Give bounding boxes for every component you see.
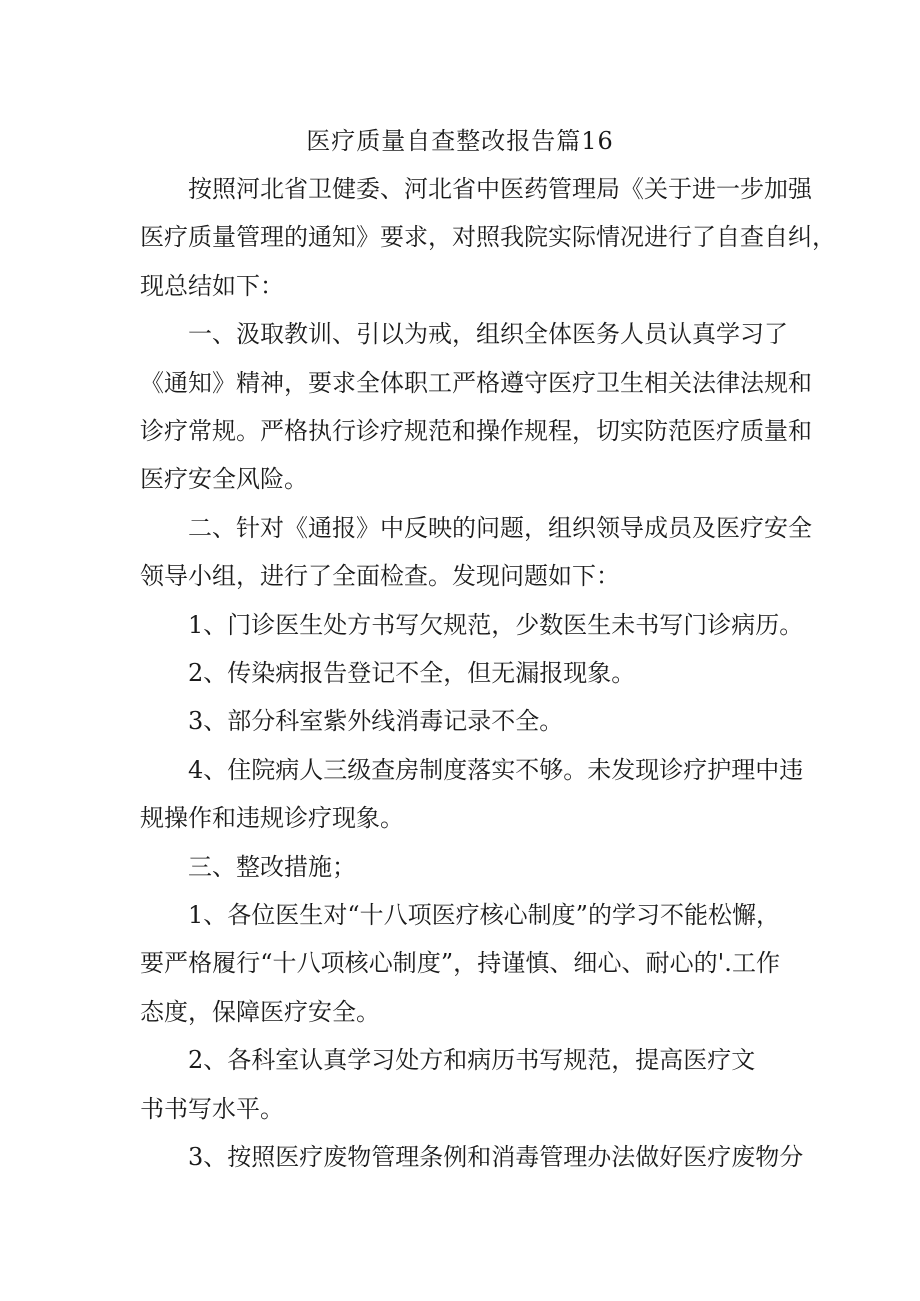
section-heading: 三、整改措施；	[188, 853, 356, 881]
paragraph-line: 按照河北省卫健委、河北省中医药管理局《关于进一步加强	[188, 175, 812, 203]
document-title: 医疗质量自查整改报告篇16	[306, 127, 614, 155]
paragraph-line: 诊疗常规。严格执行诊疗规范和操作规程，切实防范医疗质量和	[140, 417, 812, 445]
paragraph-line: 医疗质量管理的通知》要求，对照我院实际情况进行了自查自纠，	[140, 223, 836, 251]
list-item: 3、部分科室紫外线消毒记录不全。	[188, 707, 564, 735]
paragraph-line: 一、汲取教训、引以为戒，组织全体医务人员认真学习了	[188, 320, 788, 348]
list-item: 1、门诊医生处方书写欠规范，少数医生未书写门诊病历。	[188, 611, 804, 639]
paragraph-line: 现总结如下：	[140, 272, 284, 300]
paragraph-line: 医疗安全风险。	[140, 465, 308, 493]
paragraph-line: 《通知》精神，要求全体职工严格遵守医疗卫生相关法律法规和	[140, 369, 812, 397]
paragraph-line: 领导小组，进行了全面检查。发现问题如下：	[140, 562, 620, 590]
list-item: 4、住院病人三级查房制度落实不够。未发现诊疗护理中违	[188, 756, 804, 784]
list-item: 2、各科室认真学习处方和病历书写规范，提高医疗文	[188, 1046, 756, 1074]
paragraph-line: 二、针对《通报》中反映的问题，组织领导成员及医疗安全	[188, 514, 812, 542]
list-item: 1、各位医生对“十八项医疗核心制度”的学习不能松懈，	[188, 901, 780, 929]
paragraph-line: 要严格履行“十八项核心制度”，持谨慎、细心、耐心的'.工作	[140, 949, 780, 977]
paragraph-line: 态度，保障医疗安全。	[140, 998, 380, 1026]
paragraph-line: 书书写水平。	[140, 1095, 284, 1123]
paragraph-line: 规操作和违规诊疗现象。	[140, 804, 404, 832]
list-item: 2、传染病报告登记不全，但无漏报现象。	[188, 659, 636, 687]
list-item: 3、按照医疗废物管理条例和消毒管理办法做好医疗废物分	[188, 1143, 804, 1171]
